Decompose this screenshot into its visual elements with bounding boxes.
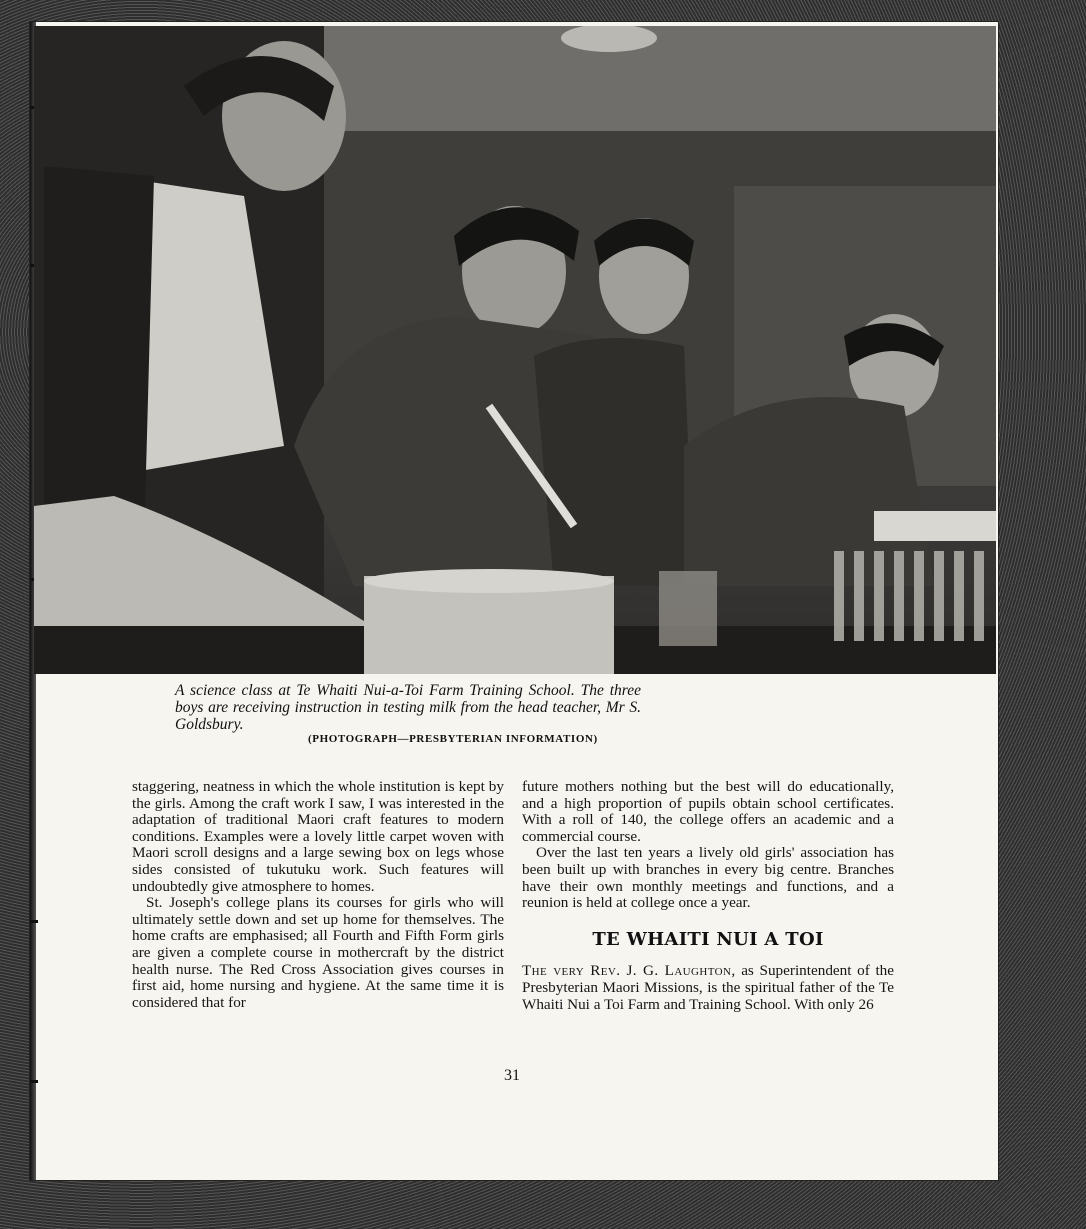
photograph-icon — [34, 26, 996, 674]
page-number: 31 — [504, 1067, 520, 1084]
science-class-photograph — [34, 26, 996, 674]
binding-staple — [30, 1080, 38, 1083]
paragraph: Over the last ten years a lively old girls' association has been built up with branches in every big centre. Branches have their own monthly meetings and functions, and a reunion is held at college once a year. — [522, 844, 894, 912]
photo-caption: A science class at Te Whaiti Nui-a-Toi Farm Training School. The three boys are receiving instruction in testing milk from the head teacher, Mr S. Goldsbury. — [175, 682, 641, 733]
paragraph: future mothers nothing but the best will do educationally, and a high proportion of pupils obtain school certificates. With a roll of 140, the college offers an academic and a commercial course. — [522, 778, 894, 845]
paragraph-lead: The very Rev. J. G. Laughton, — [522, 962, 736, 980]
section-heading: TE WHAITI NUI A TOI — [592, 928, 824, 950]
right-column — [522, 779, 894, 1013]
paragraph: St. Joseph's college plans its courses for girls who will ultimately settle down and set up home for themselves. The home crafts are emphasised; all Fourth and Fifth Form girls are given a complete course in mothercraft by the district health nurse. The Red Cross Association gives courses in first aid, home nursing and hygiene. At the same time it is considered that for — [132, 894, 504, 1011]
paragraph — [522, 963, 894, 1013]
binding-staple — [30, 920, 38, 923]
paragraph: staggering, neatness in which the whole institution is kept by the girls. Among the craft work I saw, I was interested in the adaptation of traditional Maori craft features to modern conditions. Examples were a lovely little carpet woven with Maori scroll designs and a large sewing box on legs whose sides consisted of tukutuku work. Such features will undoubtedly give atmosphere to homes. — [132, 778, 504, 895]
magazine-page — [30, 22, 998, 1180]
paragraph-text: as Superintendent of the Presbyterian Maori Missions, is the spiritual father of the Te Whaiti Nui a Toi Farm and Training School. With only 26 — [522, 962, 894, 1013]
photo-credit: (PHOTOGRAPH—PRESBYTERIAN INFORMATION) — [308, 733, 598, 745]
left-column — [132, 779, 504, 1011]
